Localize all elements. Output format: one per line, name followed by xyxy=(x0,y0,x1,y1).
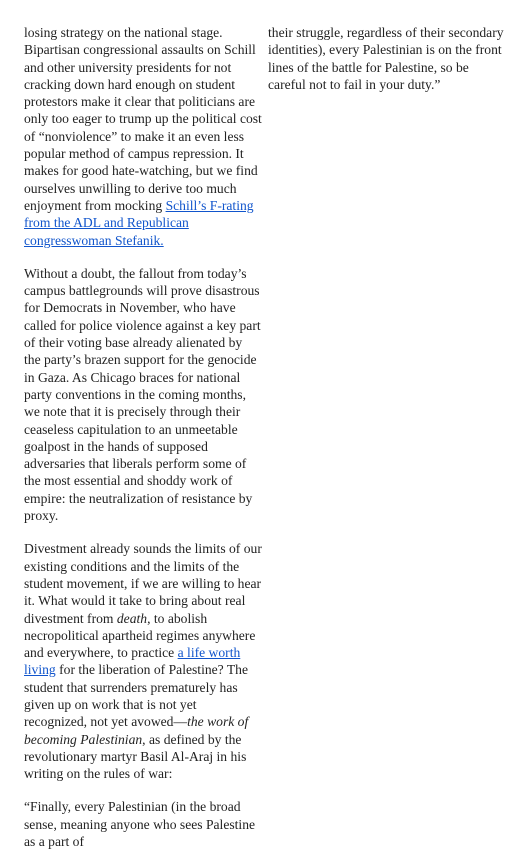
paragraph-divestment xyxy=(24,540,262,782)
divestment-text-b: , to abolish necropolitical apartheid regimes anywhere and everywhere, to practice xyxy=(24,610,256,661)
quote-paragraph-start: “Finally, every Palestinian (in the broad sense, meaning anyone who sees Palestine as a part of xyxy=(24,799,256,850)
quote-paragraph-end: their struggle, regardless of their secondary identities), every Palestinian is on the front lines of the battle for Palestine, so be careful not to fail in your duty.” xyxy=(268,25,504,92)
divestment-text-d: , as defined by the revolutionary martyr Basil Al-Araj in his writing on the rules of war: xyxy=(24,731,247,782)
emphasis-death: death xyxy=(116,610,148,626)
left-column xyxy=(24,24,262,866)
life-worth-living-link[interactable]: a life worth living xyxy=(24,645,241,678)
divestment-text-c: for the liberation of Palestine? The student that surrenders prematurely has given up on work that is not yet recognized, not yet avowed— xyxy=(24,662,248,730)
divestment-text-a: Divestment already sounds the limits of our existing conditions and the limits of the student movement, if we are willing to hear it. What would it take to bring about real divestment from xyxy=(24,541,262,626)
right-column xyxy=(268,24,504,109)
schill-f-rating-link[interactable]: Schill’s F-rating from the ADL and Republican congresswoman Stefanik. xyxy=(24,197,254,248)
paragraph-fallout: Without a doubt, the fallout from today’s campus battlegrounds will prove disastrous for Democrats in November, who have called for police violence against a key part of their voting base already alienated by the party’s brazen support for the genocide in Gaza. As Chicago braces for national party conventions in the coming months, we note that it is precisely through their ceaseless capitulation to an unmeetable goalpost in the hands of supposed adversaries that liberals perform some of the most essential and shoddy work of empire: the neutralization of resistance by proxy. xyxy=(24,265,261,524)
paragraph-schill-text: losing strategy on the national stage. Bipartisan congressional assaults on Schill and other university presidents for not cracking down hard enough on student protestors make it clear that politicians are only too eager to trump up the political cost of “nonviolence” to make it an even less popular method of campus repression. It makes for good hate-watching, but we find ourselves unwilling to derive too much enjoyment from mocking xyxy=(24,25,262,213)
paragraph-schill xyxy=(24,24,262,249)
emphasis-becoming-palestinian: the work of becoming Palestinian xyxy=(24,714,249,747)
